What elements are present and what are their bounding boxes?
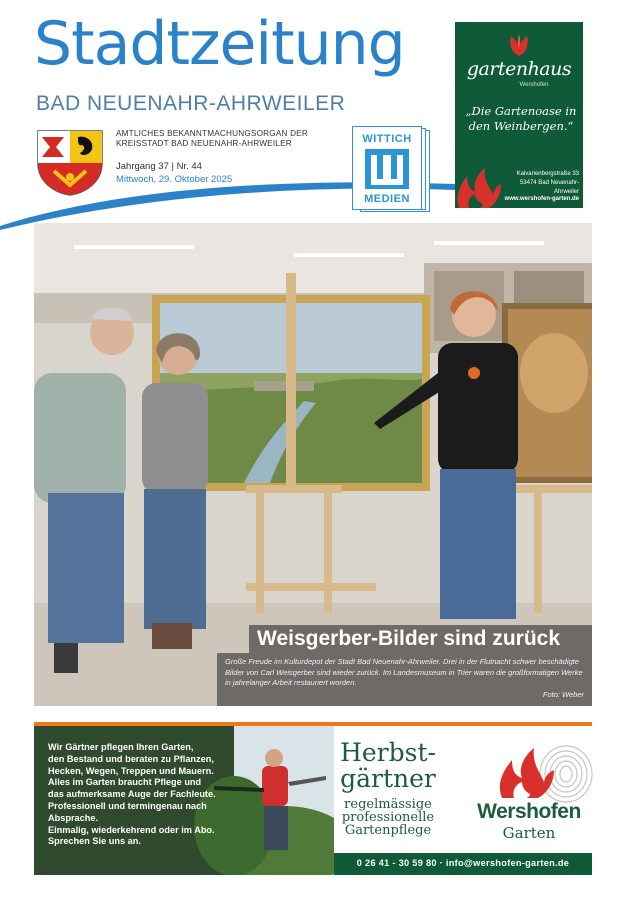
cover-caption: Große Freude im Kulturdepot der Stadt Bad Neuenahr-Ahrweiler. Drei in der Flutnacht schwer beschädigte Bilder von Carl Weisgerber sind wieder zurück. Im Landesmuseum in Trier waren die großformatigen Werke in jahrelanger Arbeit restauriert worden. [225,657,583,687]
flame-logo-icon [455,164,503,208]
gartenhaus-slogan: „Die Gartenoase in den Weinbergen.“ [465,104,577,133]
headline-bar [249,625,592,653]
flame-logo-icon [496,746,556,798]
gartenhaus-url[interactable]: www.wershofen-garten.de [504,196,579,202]
photo-credit: Foto: Weber [542,690,584,699]
gartenhaus-brand-sub: Wershofen [519,82,549,88]
gartenhaus-ad[interactable] [455,22,583,208]
ad-body-text: Wir Gärtner pflegen Ihren Garten, den Bestand und beraten zu Pflanzen, Hecken, Wegen, Treppen und Mauern. Alles im Garten braucht Pflege und das aufmerksame Auge der Fachleute. Professionell und termingenau nach Absprache. Einmalig, wiederkehrend oder im Abo. Sprechen Sie uns an. [48,742,216,847]
contact-info[interactable]: 0 26 41 - 30 59 80 · info@wershofen-garten.de [356,858,570,868]
newspaper-title: Stadtzeitung [34,9,405,79]
official-notice: AMTLICHES BEKANNTMACHUNGSORGAN DER KREISSTADT BAD NEUENAHR-AHRWEILER [116,129,308,148]
herbstgaertner-heading: Herbst- gärtner regelmässige professionelle Gartenpflege [340,738,436,838]
garden-photo-panel [34,726,334,875]
wershofen-sub: Garten [502,824,556,842]
issue-date: Mittwoch, 29. Oktober 2025 [116,174,233,185]
cover-photo [34,223,592,706]
gartenhaus-brand: gartenhaus [466,58,572,80]
newspaper-subtitle: BAD NEUENAHR-AHRWEILER [36,92,346,115]
wershofen-name: Wershofen [477,800,581,823]
gartenhaus-address: Kalvarienbergstraße 33 53474 Bad Neuenahr-Ahrweiler [516,171,579,195]
contact-bar[interactable] [334,853,592,875]
tulip-icon [507,34,531,56]
cover-headline: Weisgerber-Bilder sind zurück [257,627,561,650]
issue-number: Jahrgang 37 | Nr. 44 [116,161,202,172]
herbstgaertner-ad[interactable] [34,722,592,875]
wershofen-garten-logo [466,742,592,862]
wittich-medien-logo: WITTICH MEDIEN [352,126,430,214]
caption-box [217,653,592,706]
wittich-w-icon [365,149,409,189]
